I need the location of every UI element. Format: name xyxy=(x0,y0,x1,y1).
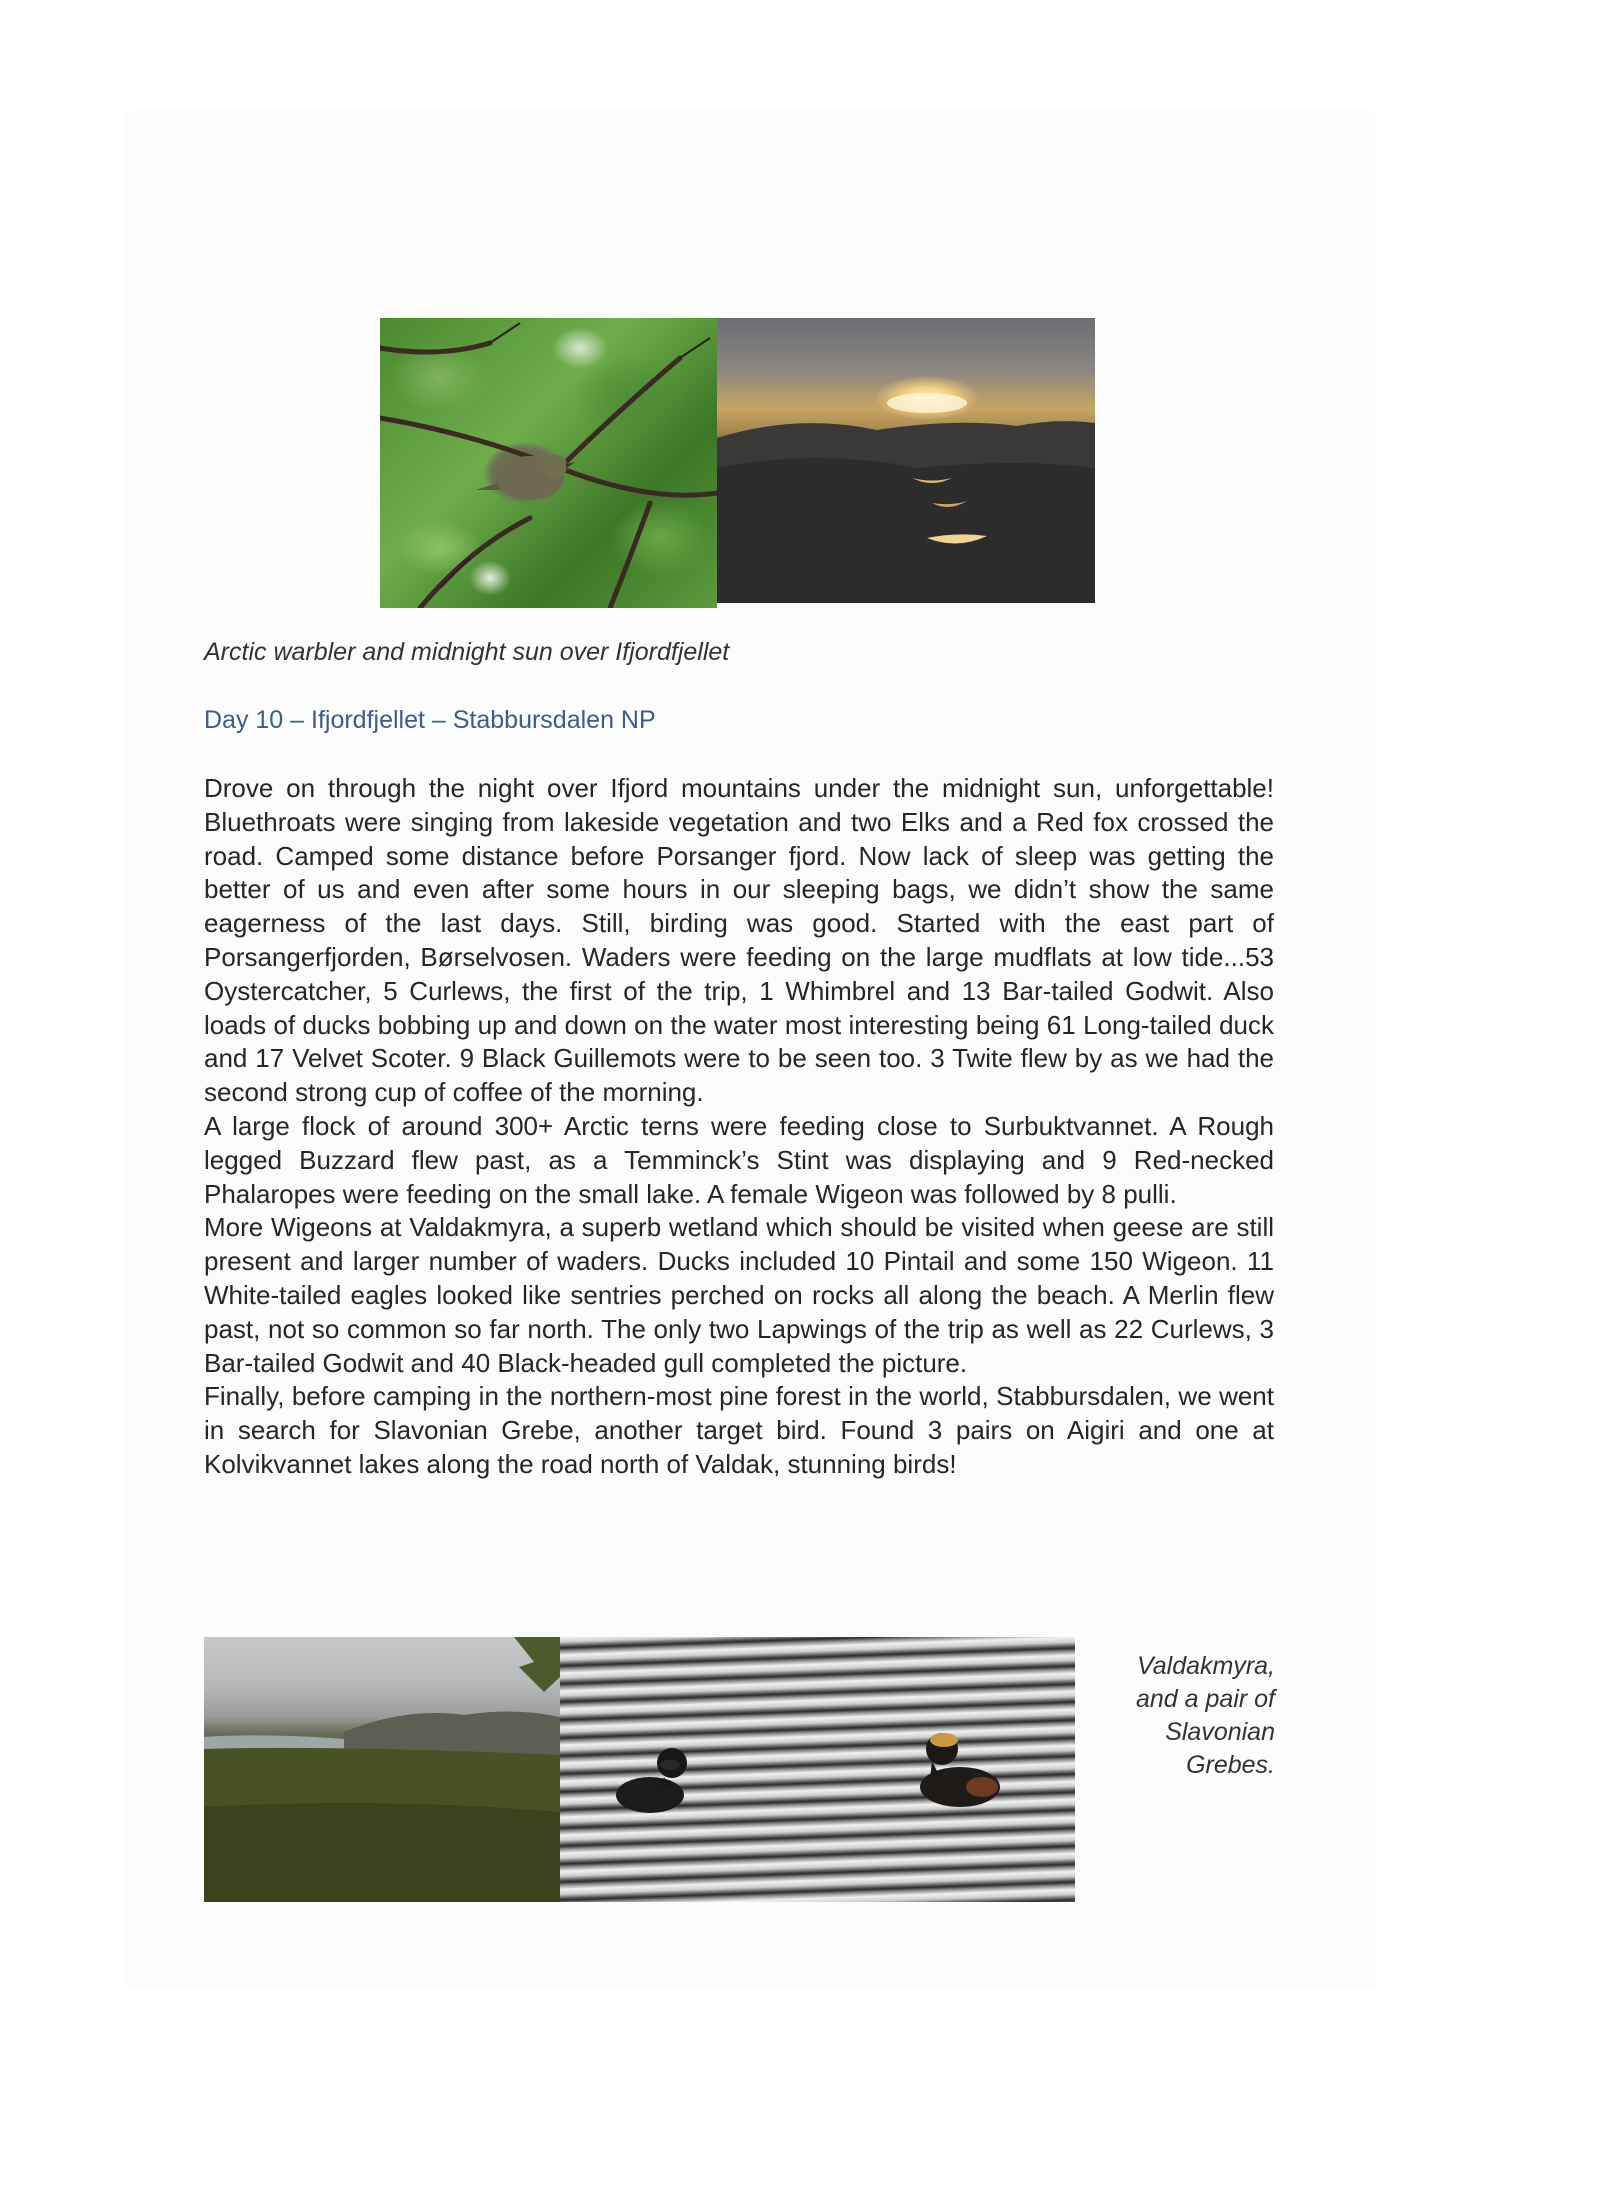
bottom-photo-caption xyxy=(1090,1650,1275,1782)
body-text xyxy=(204,772,1274,1482)
top-photo-caption: Arctic warbler and midnight sun over Ifjordfjellet xyxy=(204,638,730,666)
caption-line: Slavonian xyxy=(1165,1718,1275,1746)
paragraph: A large flock of around 300+ Arctic terns were feeding close to Surbuktvannet. A Rough legged Buzzard flew past, as a Temminck’s Stint was displaying and 9 Red-necked Phalaropes were feeding on the small lake. A female Wigeon was followed by 8 pulli. xyxy=(204,1110,1274,1209)
caption-line: Grebes. xyxy=(1186,1751,1275,1779)
arctic-warbler-photo xyxy=(380,318,717,608)
paragraph: Finally, before camping in the northern-most pine forest in the world, Stabbursdalen, we went in search for Slavonian Grebe, another target bird. Found 3 pairs on Aigiri and one at Kolvikvannet lakes along the road north of Valdak, stunning birds! xyxy=(204,1381,1274,1479)
slavonian-grebes-photo xyxy=(560,1637,1075,1902)
day-heading: Day 10 – Ifjordfjellet – Stabbursdalen NP xyxy=(204,706,656,734)
midnight-sun-photo xyxy=(717,318,1095,603)
paragraph: More Wigeons at Valdakmyra, a superb wetland which should be visited when geese are still present and larger number of waders. Ducks included 10 Pintail and some 150 Wigeon. 11 White-tailed eagles looked like sentries perched on rocks all along the beach. A Merlin flew past, not so common so far north. The only two Lapwings of the trip as well as 22 Curlews, 3 Bar-tailed Godwit and 40 Black-headed gull completed the picture. xyxy=(204,1212,1274,1378)
valdakmyra-landscape-photo xyxy=(204,1637,560,1902)
paragraph: Drove on through the night over Ifjord mountains under the midnight sun, unforgettable! Bluethroats were singing from lakeside vegetation and two Elks and a Red fox crossed the road. Camped some distance before Porsanger fjord. Now lack of sleep was getting the better of us and even after some hours in our sleeping bags, we didn’t show the same eagerness of the last days. Still, birding was good. Started with the east part of Porsangerfjorden, Børselvosen. Waders were feeding on the large mudflats at low tide...53 Oystercatcher, 5 Curlews, the first of the trip, 1 Whimbrel and 13 Bar-tailed Godwit. Also loads of ducks bobbing up and down on the water most interesting being 61 Long-tailed duck and 17 Velvet Scoter. 9 Black Guillemots were to be seen too. 3 Twite flew by as we had the second strong cup of coffee of the morning. xyxy=(204,773,1274,1108)
caption-line: Valdakmyra, xyxy=(1136,1652,1275,1680)
caption-line: and a pair of xyxy=(1136,1685,1275,1713)
top-photo-strip xyxy=(380,318,1095,608)
